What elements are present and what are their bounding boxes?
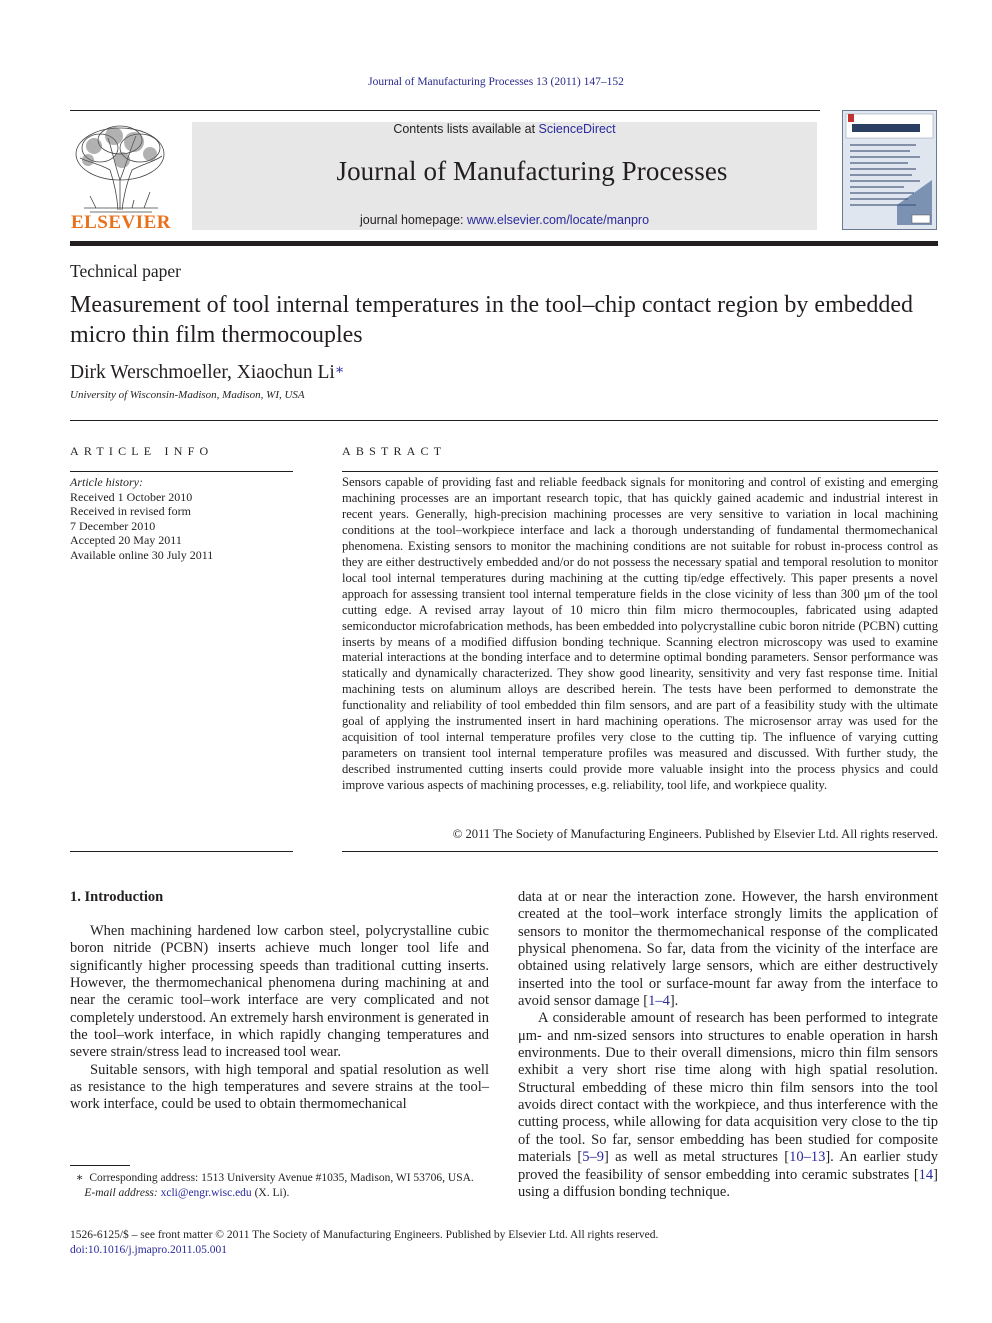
paper-title: Measurement of tool internal temperatures in the tool–chip contact region by embedded micro thin film thermocouples xyxy=(70,292,914,348)
affiliation: University of Wisconsin-Madison, Madison, WI, USA xyxy=(70,389,305,401)
publisher-logo[interactable]: ELSEVIER xyxy=(70,212,172,233)
homepage-line xyxy=(192,213,817,227)
footnote-mark: ∗ xyxy=(75,1172,84,1184)
paragraph xyxy=(518,1010,938,1201)
doi-link[interactable]: doi:10.1016/j.jmapro.2011.05.001 xyxy=(70,1244,228,1256)
body-column-right xyxy=(518,889,938,1201)
section-heading-introduction: 1. Introduction xyxy=(70,889,164,905)
contents-line xyxy=(192,122,817,136)
abstract-text: Sensors capable of providing fast and reliable feedback signals for monitoring and control of existing and emerging machining processes are an important research topic, that has quickly gained academic and industrial interest in recent years. Generally, high-precision machining processes are very sensitive to variation in local machining conditions at the tool–workpiece interface and lack a thorough understanding of fundamental thermomechanical phenomena. Existing sensors to monitor the machining conditions are not suitable for robust in-process control as they are either destructively embedded and/or do not possess the necessary spatial and temporal resolution to monitor local tool internal temperatures during machining at the cutting tip/edge effectively. This paper presents a novel approach for assessing transient tool internal temperature fields in the close vicinity of less than 300 μm of the tool cutting edge. A revised array layout of 10 micro thin film micro thermocouples, fabricated using adapted semiconductor microfabrication methods, has been embedded into polycrystalline cubic boron nitride (PCBN) cutting inserts by means of a modified diffusion bonding technique. Scanning electron microscopy was used to examine material interactions at the bonding interface and to determine optimal bonding parameters. Sensor performance was statically and dynamically characterized. They show good linearity, sensitivity and very fast response time. Initial machining tests on aluminum alloys are described herein. The tests have been performed to demonstrate the functionality and reliability of tool embedded thin film sensors, and are part of a feasibility study with the ultimate goal of applying the instrumented insert in hard machining operations. The microsensor array was used for the acquisition of tool internal temperature profiles very close to the cutting tip. The influence of varying cutting parameters on transient tool internal temperature profiles was measured and discussed. With further study, the described instrumented cutting inserts could provide more valuable insight into the process physics and could improve various aspects of machining processes, e.g. reliability, tool life, and workpiece quality. xyxy=(342,475,938,793)
author-list xyxy=(70,362,344,384)
paragraph xyxy=(518,889,938,1010)
footnote xyxy=(70,1171,489,1201)
citation-link[interactable]: 1–4 xyxy=(648,993,670,1010)
masthead-rule xyxy=(70,241,938,246)
journal-title: Journal of Manufacturing Processes xyxy=(336,156,728,186)
authors-text: Dirk Werschmoeller, Xiaochun Li xyxy=(70,362,335,383)
footnote-email xyxy=(70,1186,489,1201)
article-info-heading: ARTICLE INFO xyxy=(70,444,214,458)
citation-link[interactable]: 14 xyxy=(918,1166,934,1183)
homepage-prefix: journal homepage: xyxy=(359,213,467,227)
abstract-bottom-rule xyxy=(342,851,938,852)
paragraph-text: A considerable amount of research has been performed to integrate μm- and nm-sized sensors into structures to enable operation in harsh environments. Due to their overall dimensions, micro thin film sensors exhibit a very short rise time along with high spatial resolution. Structural embedding of these micro thin film sensors into the tool avoids direct contact with the workpiece, and thus interference with the cutting process, while allowing for data acquisition very close to the tip of the tool. So far, sensor embedding has been studied for composite materials [ xyxy=(518,1010,938,1166)
email-link[interactable]: xcli@engr.wisc.edu xyxy=(160,1187,252,1199)
abstract-copyright: © 2011 The Society of Manufacturing Engineers. Published by Elsevier Ltd. All rights reserved. xyxy=(452,827,938,841)
body-column-left xyxy=(70,923,489,1114)
history-item: 7 December 2010 xyxy=(70,518,156,533)
running-header[interactable]: Journal of Manufacturing Processes 13 (2011) 147–152 xyxy=(368,76,624,88)
paragraph-text: ] as well as metal structures [ xyxy=(604,1149,790,1166)
article-info-bottom-rule xyxy=(70,851,293,852)
history-item: Received 1 October 2010 xyxy=(70,489,193,504)
email-label: E-mail address: xyxy=(84,1187,158,1199)
footnote-rule xyxy=(70,1165,130,1166)
abstract-heading: ABSTRACT xyxy=(342,444,447,458)
history-item: Available online 30 July 2011 xyxy=(70,547,214,562)
journal-cover-thumbnail[interactable] xyxy=(842,110,937,230)
abstract-rule xyxy=(342,471,938,472)
paragraph: Suitable sensors, with high temporal and spatial resolution as well as resistance to the high temperatures and severe strains at the tool–work interface, could be used to obtain thermomechanical xyxy=(70,1061,489,1113)
paragraph-text: ] using a diffusion bonding technique. xyxy=(518,1166,938,1200)
paragraph-text: ]. An earlier study proved the feasibility of sensor embedding into ceramic substrates [ xyxy=(518,1149,938,1183)
paragraph-text: data at or near the interaction zone. However, the harsh environment created at the tool–work interface strongly limits the application of sensors to monitor the thermomechanical response of the complicated physical phenomena. So far, data from the vicinity of the interface are obtained using relatively large sensors, which are either destructively inserted into the tool or surface-mount far away from the interface to avoid sensor damage [ xyxy=(518,889,938,1010)
article-history xyxy=(70,475,293,562)
email-suffix: (X. Li). xyxy=(251,1187,290,1199)
article-info-rule xyxy=(70,471,293,472)
homepage-link[interactable]: www.elsevier.com/locate/manpro xyxy=(467,213,650,227)
citation-link[interactable]: 5–9 xyxy=(582,1149,605,1166)
sciencedirect-link[interactable]: ScienceDirect xyxy=(538,122,616,136)
history-item: Received in revised form xyxy=(70,504,191,518)
issn-line: 1526-6125/$ – see front matter © 2011 The Society of Manufacturing Engineers. Published by Elsevier Ltd. All rights reserved. xyxy=(70,1229,659,1241)
header-rule xyxy=(70,110,820,111)
contents-prefix: Contents lists available at xyxy=(393,122,539,136)
footnote-address xyxy=(70,1171,489,1186)
citation-link[interactable]: 10–13 xyxy=(789,1149,826,1166)
footnote-address-text: Corresponding address: 1513 University Avenue #1035, Madison, WI 53706, USA. xyxy=(89,1172,474,1184)
paragraph-text: ]. xyxy=(669,993,679,1010)
history-item: Accepted 20 May 2011 xyxy=(70,533,182,547)
history-label: Article history: xyxy=(70,475,143,489)
paragraph: When machining hardened low carbon steel, polycrystalline cubic boron nitride (PCBN) inserts achieve much longer tool life and significantly higher processing speeds than traditional cutting inserts. However, the thermomechanical phenomena during machining at and near the ceramic tool–work interface are very complicated and not completely understood. An extremely harsh environment is generated in the tool–work interface, in which rapidly changing temperatures and severe strain/stress lead to increased tool wear. xyxy=(70,923,489,1061)
paper-type: Technical paper xyxy=(70,261,181,281)
corresponding-author-mark[interactable]: ∗ xyxy=(334,363,345,378)
title-rule xyxy=(70,420,938,421)
